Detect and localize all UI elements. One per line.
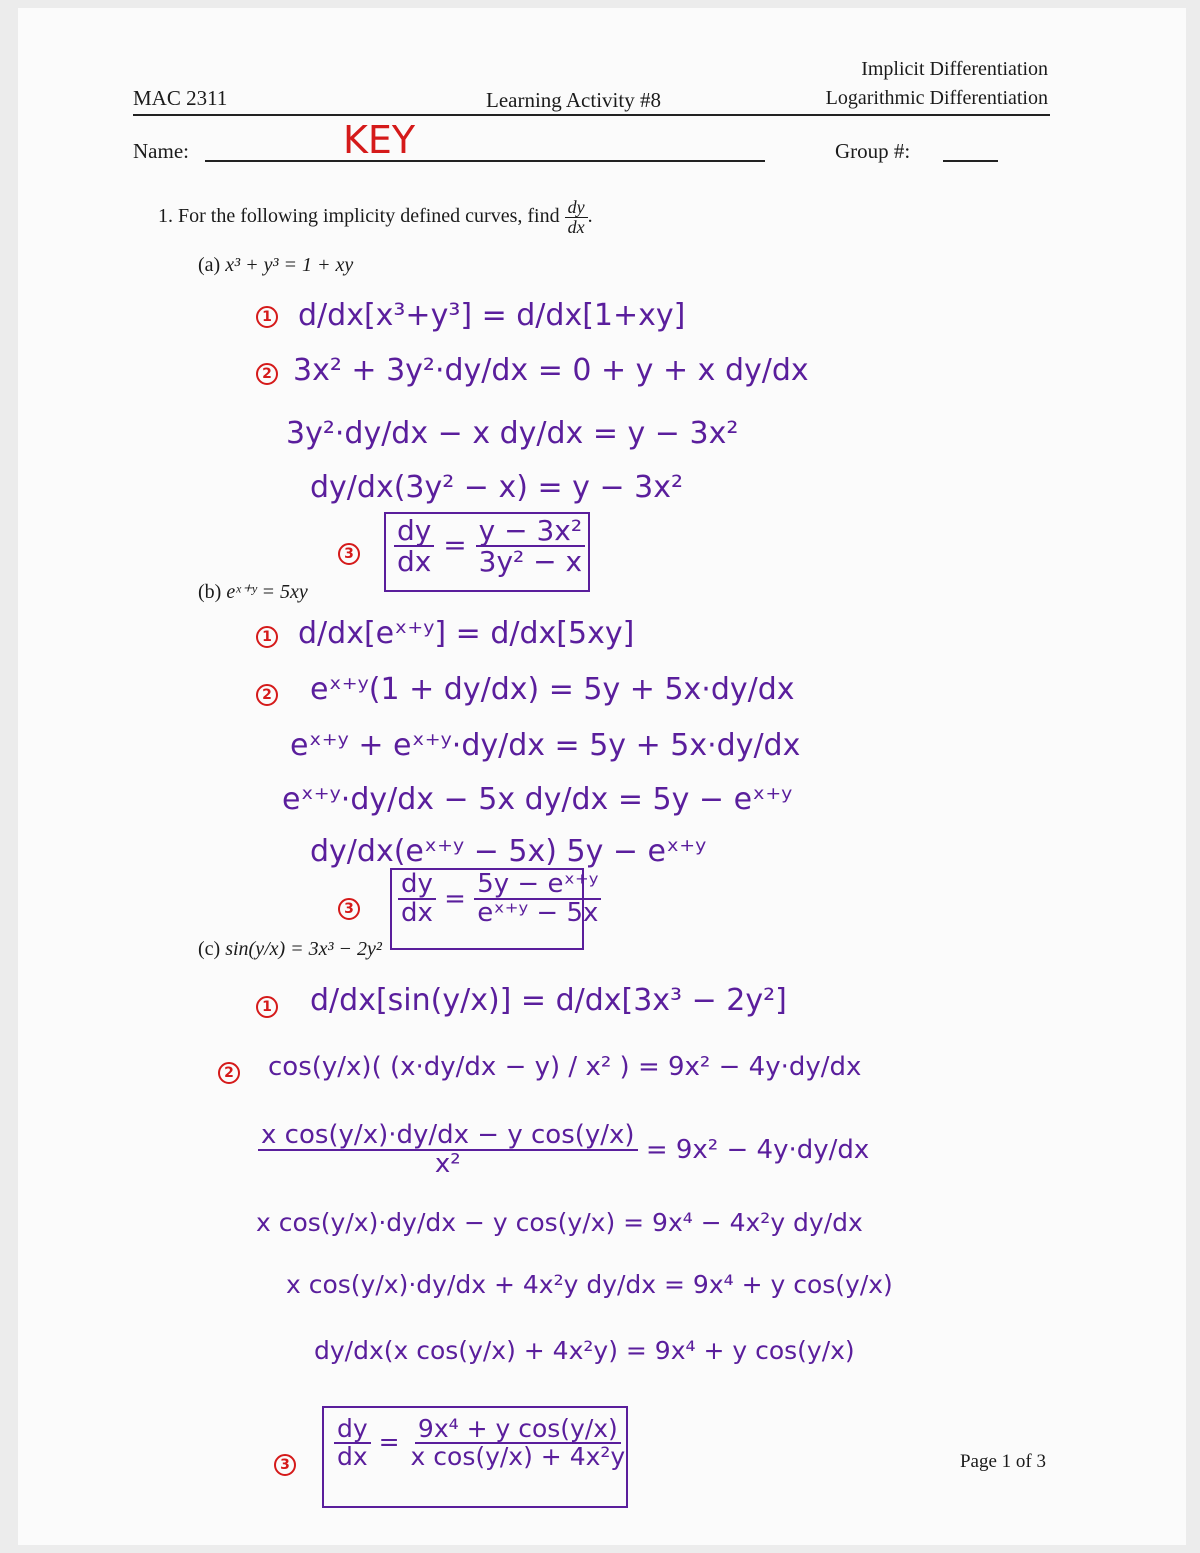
step-1-marker: 1 bbox=[256, 996, 278, 1018]
step-3-marker: 3 bbox=[274, 1454, 296, 1476]
part-a-step-1: d/dx[x³+y³] = d/dx[1+xy] bbox=[298, 298, 686, 333]
part-c-label: (c) bbox=[198, 938, 221, 960]
problem-number: 1. bbox=[158, 204, 173, 227]
part-c-step-1: d/dx[sin(y/x)] = d/dx[3x³ − 2y²] bbox=[310, 983, 787, 1018]
part-a-equation: x³ + y³ = 1 + xy bbox=[225, 254, 354, 276]
part-c-statement bbox=[198, 938, 382, 961]
worksheet-page bbox=[18, 8, 1186, 1545]
step-2-marker: 2 bbox=[218, 1062, 240, 1084]
dydx-fraction: $\frac{dy}{dx}$ bbox=[565, 198, 588, 237]
part-c-step-5: x cos(y/x)·dy/dx + 4x²y dy/dx = 9x⁴ + y cos(y/x) bbox=[286, 1270, 893, 1299]
part-b-equation: eˣ⁺ʸ = 5xy bbox=[226, 581, 308, 603]
topic-line-2: Logarithmic Differentiation bbox=[825, 87, 1048, 109]
part-a-statement bbox=[198, 254, 353, 277]
step-2-marker: 2 bbox=[256, 684, 278, 706]
part-b-step-1: d/dx[eˣ⁺ʸ] = d/dx[5xy] bbox=[298, 616, 635, 651]
name-line bbox=[205, 160, 765, 162]
part-c-step-3: $\frac{\text{x cos(y/x)·dy/dx − y cos(y/x)}}{\text{x²}}$ = 9x² − 4y·dy/dx bbox=[258, 1122, 869, 1179]
step-3-marker: 3 bbox=[338, 543, 360, 565]
part-a-step-3: 3y²·dy/dx − x dy/dx = y − 3x² bbox=[286, 416, 739, 451]
page-number: Page 1 of 3 bbox=[959, 1451, 1046, 1472]
part-c-answer: $\frac{dy}{dx}$ = $\frac{\text{9x⁴ + y cos(y/x)}}{\text{x cos(y/x) + 4x²y}}$ bbox=[334, 1416, 628, 1471]
part-b-label: (b) bbox=[198, 581, 222, 603]
course-code: MAC 2311 bbox=[133, 86, 228, 110]
part-a-step-2: 3x² + 3y²·dy/dx = 0 + y + x dy/dx bbox=[293, 353, 809, 388]
topic-line-1: Implicit Differentiation bbox=[861, 58, 1048, 80]
part-c-step-6: dy/dx(x cos(y/x) + 4x²y) = 9x⁴ + y cos(y/x) bbox=[314, 1336, 855, 1365]
group-label: Group #: bbox=[835, 139, 911, 163]
part-b-step-4: eˣ⁺ʸ·dy/dx − 5x dy/dx = 5y − eˣ⁺ʸ bbox=[282, 782, 793, 817]
problem-prompt: 1. For the following implicity defined curves, find $\frac{dy}{dx}$ . bbox=[158, 197, 593, 237]
step-3-marker: 3 bbox=[338, 898, 360, 920]
activity-title: Learning Activity #8 bbox=[486, 88, 661, 112]
group-line bbox=[943, 160, 998, 162]
step-1-marker: 1 bbox=[256, 306, 278, 328]
step-1-marker: 1 bbox=[256, 626, 278, 648]
name-label: Name: bbox=[133, 139, 189, 163]
part-c-equation: sin(y/x) = 3x³ − 2y² bbox=[225, 938, 382, 960]
step-2-marker: 2 bbox=[256, 363, 278, 385]
part-b-step-3: eˣ⁺ʸ + eˣ⁺ʸ·dy/dx = 5y + 5x·dy/dx bbox=[290, 728, 801, 763]
part-c-step-2: cos(y/x)( (x·dy/dx − y) / x² ) = 9x² − 4y·dy/dx bbox=[268, 1052, 862, 1082]
name-value-key: KEY bbox=[343, 118, 416, 162]
part-b-step-2: eˣ⁺ʸ(1 + dy/dx) = 5y + 5x·dy/dx bbox=[310, 672, 795, 707]
part-b-statement bbox=[198, 579, 308, 604]
part-a-answer: $\frac{dy}{dx}$ = $\frac{\text{y − 3x²}}{\text{3y² − x}}$ bbox=[394, 516, 585, 577]
part-a-step-4: dy/dx(3y² − x) = y − 3x² bbox=[310, 470, 683, 505]
part-b-step-5: dy/dx(eˣ⁺ʸ − 5x) 5y − eˣ⁺ʸ bbox=[310, 834, 707, 869]
part-a-label: (a) bbox=[198, 254, 221, 276]
part-b-answer: $\frac{dy}{dx}$ = $\frac{\text{5y − eˣ⁺ʸ}}{\text{eˣ⁺ʸ − 5x}}$ bbox=[398, 871, 601, 928]
header-rule bbox=[133, 114, 1050, 116]
problem-text: For the following implicity defined curves, find bbox=[178, 204, 560, 227]
part-c-step-4: x cos(y/x)·dy/dx − y cos(y/x) = 9x⁴ − 4x²y dy/dx bbox=[256, 1208, 863, 1237]
